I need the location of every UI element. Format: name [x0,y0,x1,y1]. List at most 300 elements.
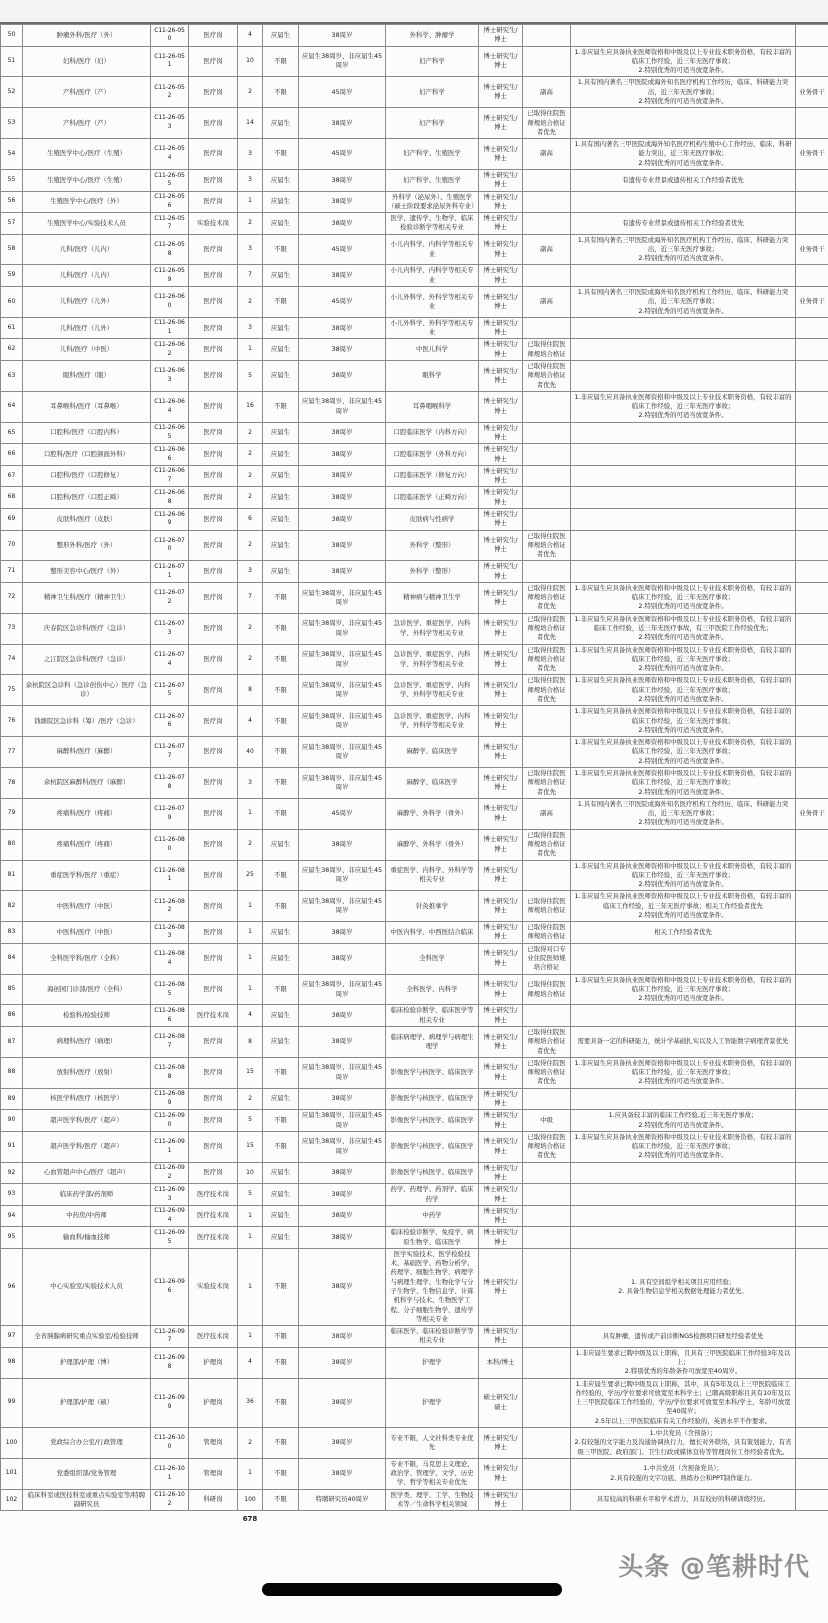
table-cell-department: 病理科/医疗（病理） [23,1027,151,1058]
table-cell-no: 55 [1,169,23,191]
table-cell-degree: 博士研究生/博士 [479,1205,523,1227]
requirement-line: 具有较高的科研水平和学术潜力，具有较好的科研训练经历。 [596,1495,770,1504]
table-cell-note [796,1162,828,1184]
table-cell-degree: 博士研究生/博士 [479,361,523,392]
table-cell-code: C11-26-095 [151,1227,189,1249]
table-cell-code: C11-26-100 [151,1427,189,1458]
table-row [1,1489,828,1511]
table-cell-age: 应届生38周岁、非应届生45周岁 [299,737,386,768]
table-cell-department: 口腔科/医疗（口腔颌面外科） [23,444,151,466]
table-cell-code: C11-26-082 [151,891,189,922]
requirement-line: 2.特别优秀的可适当放宽条件。 [638,787,728,796]
table-cell-major: 影像医学与核医学、临床医学 [386,1088,479,1110]
table-cell-count: 1 [238,974,263,1005]
positions-table-body [1,25,828,1528]
table-cell-age: 38周岁 [299,1227,386,1249]
table-cell-major: 护理学 [386,1378,479,1427]
table-cell-code: C11-26-061 [151,317,189,339]
table-cell-age: 应届生38周岁、非应届生45周岁 [299,391,386,422]
table-cell-note [796,361,828,392]
requirement-line: 2.特别优秀的可适当放宽条件。 [638,254,728,263]
table-cell-degree: 博士研究生/博士 [479,169,523,191]
table-cell-graduate-status: 应届生 [263,1205,299,1227]
table-cell-qualification [523,1205,571,1227]
table-cell-degree: 博士研究生/博士 [479,891,523,922]
table-cell-note [796,582,828,613]
table-cell-department: 超声医学科/医疗（超声） [23,1131,151,1162]
requirement-line: 1.应具备较丰富的临床工作经验,近三年无医疗事故； [608,1111,758,1120]
table-cell-department: 党政综合办公室/行政管理 [23,1427,151,1458]
table-cell-major: 外科学、肿瘤学 [386,25,479,47]
table-cell-qualification [523,213,571,235]
table-cell-code: C11-26-099 [151,1378,189,1427]
table-cell-qualification: 副高 [523,234,571,265]
table-cell-qualification: 已取得住院医师规培合格证者优先 [523,767,571,798]
table-cell-count: 2 [238,613,263,644]
table-cell-other-requirements [571,1005,796,1027]
table-cell-no: 100 [1,1427,23,1458]
table-row [1,1184,828,1206]
table-cell-qualification: 已取得住院医师规培合格证者优先 [523,644,571,675]
table-cell-major: 针灸推拿学 [386,891,479,922]
table-cell-department: 生殖医学中心/医疗（外） [23,191,151,213]
table-cell-no: 54 [1,139,23,170]
table-cell-other-requirements [571,613,796,644]
requirement-line: 2.特别优秀的可适当放宽条件。 [638,695,728,703]
table-cell-graduate-status: 应届生 [263,829,299,860]
requirement-line: 1.非应届生应具备执业医师资格和中级及以上专业技术职务资格，有较丰富的临床工作经验，近三年无医疗事故； [574,975,792,993]
requirement-line: 2.特别优秀的可适当放宽条件。 [638,1120,728,1129]
table-cell-age: 应届生38周岁、非应届生45周岁 [299,1131,386,1162]
table-cell-code: C11-26-058 [151,234,189,265]
table-cell-count: 36 [238,1378,263,1427]
table-row [1,561,828,583]
table-cell-degree: 博士研究生/博士 [479,1088,523,1110]
table-cell-note [796,1005,828,1027]
table-cell-degree: 博士研究生/博士 [479,1184,523,1206]
table-cell-count: 1 [238,339,263,361]
table-cell-qualification [523,706,571,737]
table-cell-type: 医疗岗 [189,139,238,170]
table-cell-major: 外科学（整形） [386,530,479,561]
table-cell-department: 全科医学科/医疗（全科） [23,943,151,974]
requirement-line: 2.特别优秀的可适当放宽条件。 [638,818,728,827]
table-cell-note [796,465,828,487]
table-cell-count: 2 [238,77,263,108]
table-cell-department: 庆春院区急诊科/医疗（急诊） [23,613,151,644]
total-row-spacer [796,1511,828,1528]
requirement-line: 有遗传专业背景或遗传相关工作经验者优先 [622,175,744,184]
table-cell-degree: 博士研究生/博士 [479,1162,523,1184]
table-cell-degree: 博士研究生/博士 [479,582,523,613]
table-cell-no: 88 [1,1057,23,1088]
table-cell-type: 医疗岗 [189,943,238,974]
table-row [1,1378,828,1427]
table-cell-count: 1 [238,891,263,922]
table-row [1,1027,828,1058]
table-cell-major: 中药学 [386,1205,479,1227]
table-cell-no: 83 [1,922,23,944]
table-cell-qualification: 已取得住院医师规培合格证者优先 [523,1027,571,1058]
table-cell-type: 医疗岗 [189,108,238,139]
table-cell-age: 45周岁 [299,234,386,265]
table-cell-department: 整形外科/医疗（外） [23,530,151,561]
table-cell-major: 麻醉学、临床医学 [386,737,479,768]
table-cell-qualification [523,561,571,583]
table-cell-count: 2 [238,644,263,675]
requirement-line: 需要具备一定的科研能力，统计学基础扎实以及人工智能数字病理背景优先 [577,1037,789,1046]
table-cell-count: 3 [238,767,263,798]
table-cell-note [796,25,828,47]
table-cell-graduate-status: 不限 [263,860,299,891]
table-cell-code: C11-26-060 [151,287,189,318]
table-cell-department: 眼科/医疗（眼） [23,361,151,392]
table-cell-other-requirements [571,706,796,737]
table-cell-other-requirements [571,1427,796,1458]
total-row-spacer [1,1511,23,1528]
table-cell-qualification: 副高 [523,798,571,829]
table-row [1,108,828,139]
table-cell-age: 应届生38周岁、非应届生45周岁 [299,891,386,922]
table-cell-other-requirements [571,108,796,139]
table-cell-major: 急诊医学、重症医学、内科学、外科学等相关专业 [386,706,479,737]
table-cell-type: 医疗岗 [189,339,238,361]
table-cell-no: 90 [1,1110,23,1132]
table-cell-no: 81 [1,860,23,891]
table-cell-other-requirements [571,77,796,108]
table-cell-type: 医疗岗 [189,391,238,422]
table-cell-type: 医疗岗 [189,25,238,47]
requirement-line: 1.具有国内著名三甲医院或海外知名医疗机构工作经历、临床、科研能力突出，近三年无医疗事故； [577,288,789,306]
table-cell-count: 1 [238,1458,263,1489]
table-cell-other-requirements [571,1227,796,1249]
requirement-line: 2.特别优秀的可适当放宽条件。 [638,306,728,315]
table-cell-type: 科研岗 [189,1489,238,1511]
table-cell-code: C11-26-078 [151,767,189,798]
table-cell-no: 80 [1,829,23,860]
table-cell-age: 38周岁 [299,361,386,392]
table-cell-type: 医疗岗 [189,265,238,287]
table-cell-code: C11-26-080 [151,829,189,860]
table-cell-no: 74 [1,644,23,675]
table-cell-code: C11-26-088 [151,1057,189,1088]
table-cell-no: 71 [1,561,23,583]
table-cell-note [796,891,828,922]
table-cell-other-requirements [571,798,796,829]
table-cell-age: 38周岁 [299,530,386,561]
table-cell-graduate-status: 应届生 [263,1162,299,1184]
table-cell-note [796,508,828,530]
table-cell-code: C11-26-087 [151,1027,189,1058]
table-cell-major: 口腔临床医学（正畸方向） [386,487,479,509]
table-cell-no: 95 [1,1227,23,1249]
table-cell-no: 72 [1,582,23,613]
table-cell-code: C11-26-101 [151,1458,189,1489]
table-cell-code: C11-26-072 [151,582,189,613]
table-cell-no: 51 [1,46,23,77]
table-row [1,829,828,860]
table-cell-degree: 博士研究生/博士 [479,706,523,737]
requirement-line: 1.非应届生应具备执业医师资格和中级及以上专业技术职务资格，有较丰富的临床工作经验，近三年无医疗事故；相关工作经验者优先 [574,892,792,910]
table-cell-no: 68 [1,487,23,509]
table-cell-other-requirements [571,213,796,235]
table-cell-count: 1 [238,191,263,213]
table-cell-degree: 博士研究生/博士 [479,317,523,339]
table-cell-graduate-status: 不限 [263,1458,299,1489]
table-cell-age: 应届生38周岁、非应届生45周岁 [299,644,386,675]
table-cell-graduate-status: 应届生 [263,213,299,235]
table-cell-no: 91 [1,1131,23,1162]
table-cell-qualification [523,1458,571,1489]
table-cell-other-requirements [571,169,796,191]
table-cell-department: 生殖医学中心/医疗（生殖） [23,169,151,191]
requirement-line: 2.特别优秀的年龄条件可放宽至40周岁。 [624,1367,742,1376]
table-row [1,798,828,829]
table-cell-graduate-status: 应届生 [263,487,299,509]
table-cell-qualification: 已取得住院医师规培合格证 [523,922,571,944]
table-cell-note [796,46,828,77]
table-cell-qualification: 已取得住院医师规培合格证者优先 [523,582,571,613]
table-cell-degree: 博士研究生/博士 [479,737,523,768]
table-cell-type: 医疗岗 [189,706,238,737]
table-row [1,339,828,361]
table-cell-note [796,706,828,737]
table-row [1,1205,828,1227]
table-cell-note [796,613,828,644]
table-cell-type: 医疗岗 [189,1162,238,1184]
table-cell-department: 超声医学科/医疗（超声） [23,1110,151,1132]
table-total-row [1,1511,828,1528]
table-cell-department: 儿科/医疗（儿外） [23,317,151,339]
table-cell-qualification [523,1489,571,1511]
table-cell-other-requirements [571,339,796,361]
table-cell-no: 75 [1,675,23,706]
requirement-line: 1.非应届生应具备执业医师资格和中级及以上专业技术职务资格，有较丰富的临床工作经验，近三年无医疗事故； [574,392,792,411]
table-cell-age: 38周岁 [299,25,386,47]
table-cell-graduate-status: 应届生 [263,422,299,444]
table-cell-degree: 博士研究生/博士 [479,1489,523,1511]
table-cell-note [796,1227,828,1249]
table-cell-type: 医疗岗 [189,1088,238,1110]
table-cell-graduate-status: 不限 [263,1110,299,1132]
table-cell-graduate-status: 不限 [263,644,299,675]
table-cell-department: 口腔科/医疗（口腔正畸） [23,487,151,509]
table-cell-count: 2 [238,487,263,509]
table-cell-graduate-status: 不限 [263,767,299,798]
table-row [1,922,828,944]
table-cell-department: 口腔科/医疗（口腔内科） [23,422,151,444]
table-row [1,675,828,706]
table-cell-degree: 博士研究生/博士 [479,1027,523,1058]
table-cell-department: 护理部/护理（博） [23,1347,151,1378]
requirement-line: 2.特别优秀的可适当放宽条件。 [638,1151,728,1160]
table-cell-qualification [523,1378,571,1427]
table-cell-code: C11-26-079 [151,798,189,829]
table-row [1,582,828,613]
table-cell-age: 38周岁 [299,829,386,860]
requirement-line: 1.非应届生应具备执业医师资格和中级及以上专业技术职务资格，有较丰富的临床工作经验，近三年无医疗事故； [574,707,792,725]
table-cell-department: 中医科/医疗（中医） [23,891,151,922]
table-cell-age: 38周岁 [299,1248,386,1325]
table-cell-other-requirements [571,422,796,444]
table-cell-qualification [523,465,571,487]
positions-table [0,24,828,1527]
table-cell-count: 16 [238,391,263,422]
table-cell-department: 钱塘院区急诊科（筹）/医疗（急诊） [23,706,151,737]
table-cell-graduate-status: 应届生 [263,191,299,213]
table-cell-major: 妇产科学、生殖医学 [386,139,479,170]
table-cell-type: 管理岗 [189,1427,238,1458]
table-cell-count: 6 [238,508,263,530]
table-cell-count: 1 [238,943,263,974]
table-cell-graduate-status: 不限 [263,675,299,706]
table-cell-department: 临床药学部/药剂师 [23,1184,151,1206]
table-cell-no: 57 [1,213,23,235]
table-cell-department: 党委组织部/党务管理 [23,1458,151,1489]
table-cell-count: 15 [238,1131,263,1162]
table-cell-other-requirements [571,465,796,487]
table-cell-count: 14 [238,108,263,139]
table-cell-major: 小儿外科学、外科学等相关专业 [386,317,479,339]
table-cell-count: 4 [238,1005,263,1027]
table-cell-degree: 博士研究生/博士 [479,644,523,675]
table-cell-graduate-status: 应届生 [263,444,299,466]
table-row [1,234,828,265]
table-cell-count: 2 [238,1427,263,1458]
table-cell-age: 应届生38周岁、非应届生45周岁 [299,582,386,613]
table-cell-department: 海创园门诊部/医疗（全科） [23,974,151,1005]
table-cell-type: 医疗岗 [189,287,238,318]
total-row-spacer [263,1511,299,1528]
table-cell-type: 管理岗 [189,1458,238,1489]
table-cell-count: 10 [238,46,263,77]
table-cell-count: 2 [238,213,263,235]
table-cell-qualification: 已取得住院医师规培合格证者优先 [523,613,571,644]
table-cell-note [796,108,828,139]
table-row [1,943,828,974]
table-row [1,1131,828,1162]
table-cell-department: 皮肤科/医疗（皮肤） [23,508,151,530]
table-row [1,487,828,509]
table-cell-count: 3 [238,317,263,339]
table-cell-count: 1 [238,1248,263,1325]
table-cell-count: 7 [238,582,263,613]
total-row-spacer [479,1511,523,1528]
table-cell-other-requirements [571,1088,796,1110]
total-row-spacer [571,1511,796,1528]
table-cell-note [796,1458,828,1489]
table-cell-note [796,1110,828,1132]
table-cell-qualification [523,1347,571,1378]
table-cell-type: 医疗岗 [189,974,238,1005]
table-cell-other-requirements [571,25,796,47]
table-cell-count: 5 [238,1110,263,1132]
requirement-line: 2.特别优秀的可适当放宽条件。 [638,411,728,420]
table-cell-type: 医疗岗 [189,444,238,466]
table-cell-other-requirements [571,1489,796,1511]
table-cell-department: 儿科/医疗（儿外） [23,287,151,318]
table-cell-note [796,943,828,974]
table-cell-degree: 博士研究生/博士 [479,860,523,891]
table-cell-code: C11-26-066 [151,444,189,466]
table-cell-major: 全科医学、内科学 [386,974,479,1005]
table-cell-major: 外科学（整形） [386,561,479,583]
table-cell-code: C11-26-065 [151,422,189,444]
table-cell-note [796,265,828,287]
table-cell-major: 专业不限，人文社科类专业优先 [386,1427,479,1458]
table-cell-degree: 博士研究生/博士 [479,77,523,108]
table-cell-qualification: 已取得住院医师规培合格证者优先 [523,1131,571,1162]
table-cell-other-requirements [571,1458,796,1489]
table-cell-age: 38周岁 [299,922,386,944]
table-cell-other-requirements [571,1205,796,1227]
table-cell-degree: 博士研究生/博士 [479,487,523,509]
table-cell-note [796,191,828,213]
table-cell-graduate-status: 应届生 [263,1227,299,1249]
table-cell-degree: 博士研究生/博士 [479,530,523,561]
table-cell-qualification [523,444,571,466]
table-row [1,1347,828,1378]
table-cell-code: C11-26-052 [151,77,189,108]
table-cell-major: 全科医学 [386,943,479,974]
table-row [1,287,828,318]
table-cell-note [796,487,828,509]
table-cell-graduate-status: 不限 [263,1427,299,1458]
requirement-line: 具有肿瘤、遗传或产前诊断NGS检测项目研发经验者优先 [602,1331,764,1340]
table-cell-degree: 博士研究生/博士 [479,234,523,265]
table-cell-qualification [523,1248,571,1325]
table-cell-count: 7 [238,265,263,287]
table-cell-qualification: 已取得住院医师规培合格证 [523,339,571,361]
table-cell-code: C11-26-064 [151,391,189,422]
table-cell-other-requirements [571,1162,796,1184]
table-cell-major: 耳鼻咽喉科学 [386,391,479,422]
table-cell-qualification: 中级 [523,1110,571,1132]
table-cell-department: 疼痛科/医疗（疼痛） [23,829,151,860]
table-cell-department: 中心实验室/实验技术人员 [23,1248,151,1325]
table-cell-age: 38周岁 [299,108,386,139]
table-cell-no: 56 [1,191,23,213]
table-row [1,1005,828,1027]
requirement-line: 2.特别优秀的可适当放宽条件。 [638,1077,728,1086]
table-cell-type: 医疗岗 [189,675,238,706]
table-cell-major: 小儿内科学、内科学等相关专业 [386,265,479,287]
table-cell-graduate-status: 应届生 [263,25,299,47]
table-cell-major: 小儿外科学、外科学等相关专业 [386,287,479,318]
table-cell-other-requirements [571,508,796,530]
table-cell-major: 医学类、理学、工学、生物技术等／生命科学相关领域 [386,1489,479,1511]
table-cell-code: C11-26-056 [151,191,189,213]
table-cell-graduate-status: 应届生 [263,1005,299,1027]
table-cell-type: 医疗岗 [189,860,238,891]
table-cell-degree: 博士研究生/博士 [479,1326,523,1348]
requirement-line: 2.特别优秀的可适当放宽条件。 [638,994,728,1003]
cut-off-header-strip [0,0,828,24]
table-cell-department: 检验科/检验技师 [23,1005,151,1027]
table-cell-major: 影像医学与核医学、临床医学 [386,1162,479,1184]
table-cell-qualification [523,860,571,891]
table-cell-note: 业务骨干 [796,234,828,265]
table-cell-graduate-status: 应届生 [263,508,299,530]
table-cell-type: 医疗技术岗 [189,1005,238,1027]
table-cell-qualification: 已取得住院医师规培合格证者优先 [523,829,571,860]
table-cell-degree: 博士研究生/博士 [479,465,523,487]
table-cell-other-requirements [571,1248,796,1325]
table-cell-major: 医学实验技术、医学检验技术、基础医学、药物分析学、药理学、细胞生物学、病理学与病理生理学、生物化学与分子生物学、生物信息学、计算机科学与技术、生物医学工程、分子细胞生物学、遗传学等相关专业 [386,1248,479,1325]
table-row [1,465,828,487]
table-cell-age: 38周岁 [299,1162,386,1184]
requirement-line: 1.具有国内著名三甲医院或海外知名医疗机构工作经历、临床、科研能力突出，近三年无医疗事故； [577,799,789,818]
